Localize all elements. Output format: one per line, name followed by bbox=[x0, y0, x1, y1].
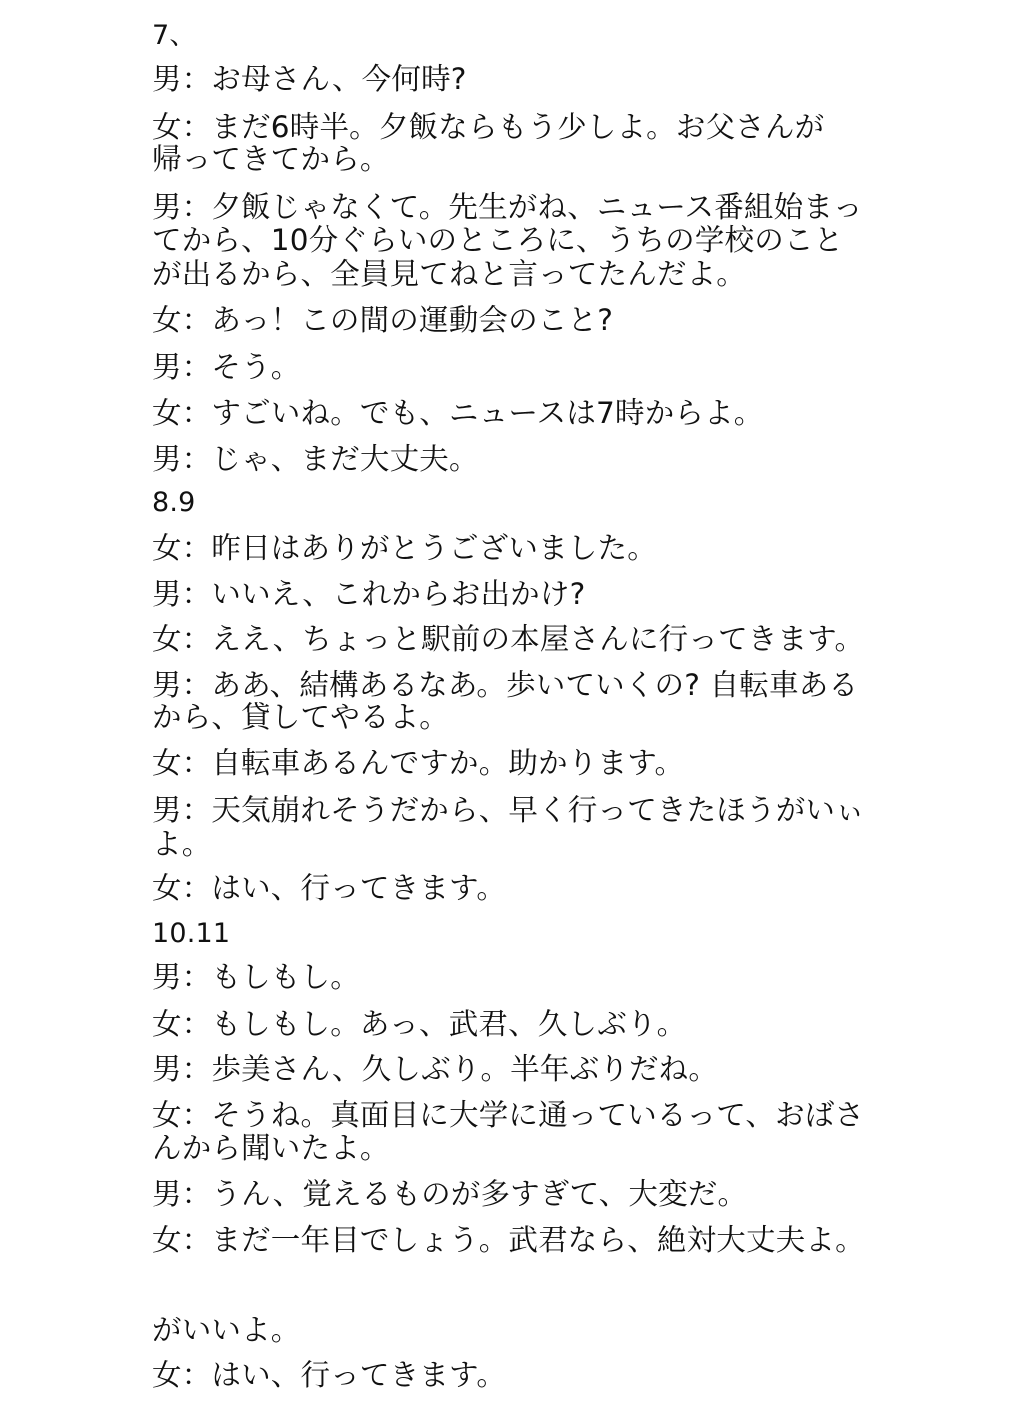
dialogue-line: 女：あっ！この間の運動会のこと? bbox=[152, 303, 614, 337]
dialogue-line: 男：じゃ、まだ大丈夫。 bbox=[152, 442, 479, 476]
dialogue-line: 男：ああ、結構あるなあ。歩いていくの? 自転車ある bbox=[152, 668, 859, 702]
dialogue-line-fragment: がいいよ。 bbox=[152, 1313, 301, 1347]
dialogue-line: 女：そうね。真面目に大学に通っているって、おばさ bbox=[152, 1098, 865, 1132]
dialogue-line: 男：そう。 bbox=[152, 350, 301, 384]
dialogue-line: 女：まだ一年目でしょう。武君なら、絶対大丈夫よ。 bbox=[152, 1223, 865, 1257]
section-header-8-9: 8.9 bbox=[152, 487, 196, 518]
dialogue-line-continuation: よ。 bbox=[152, 827, 212, 861]
dialogue-line-continuation: てから、10分ぐらいのところに、うちの学校のこと bbox=[152, 223, 844, 257]
dialogue-line: 男：うん、覚えるものが多すぎて、大変だ。 bbox=[152, 1177, 748, 1211]
dialogue-line: 女：もしもし。あっ、武君、久しぶり。 bbox=[152, 1007, 687, 1041]
dialogue-line: 男：歩美さん、久しぶり。半年ぶりだね。 bbox=[152, 1052, 719, 1086]
dialogue-line: 女：自転車あるんですか。助かります。 bbox=[152, 746, 685, 780]
section-header-7: 7、 bbox=[152, 20, 197, 51]
dialogue-line: 男：もしもし。 bbox=[152, 960, 360, 994]
dialogue-line-continuation: から、貸してやるよ。 bbox=[152, 700, 450, 734]
dialogue-line: 女：ええ、ちょっと駅前の本屋さんに行ってきます。 bbox=[152, 622, 865, 656]
dialogue-line: 女：まだ6時半。夕飯ならもう少しよ。お父さんが bbox=[152, 110, 825, 144]
dialogue-line: 男：いいえ、これからお出かけ? bbox=[152, 577, 586, 611]
dialogue-line: 女：はい、行ってきます。 bbox=[152, 871, 507, 905]
dialogue-line-continuation: が出るから、全員見てねと言ってたんだよ。 bbox=[152, 257, 747, 291]
dialogue-line: 女：はい、行ってきます。 bbox=[152, 1358, 507, 1392]
dialogue-line: 女：すごいね。でも、ニュースは7時からよ。 bbox=[152, 396, 764, 430]
dialogue-line: 女：昨日はありがとうございました。 bbox=[152, 531, 657, 565]
dialogue-line: 男：天気崩れそうだから、早く行ってきたほうがいぃ bbox=[152, 793, 865, 827]
dialogue-line-continuation: んから聞いたよ。 bbox=[152, 1131, 390, 1165]
dialogue-line: 男：夕飯じゃなくて。先生がね、ニュース番組始まっ bbox=[152, 190, 863, 224]
dialogue-line: 男：お母さん、今何時? bbox=[152, 62, 467, 96]
section-header-10-11: 10.11 bbox=[152, 918, 231, 949]
dialogue-line-continuation: 帰ってきてから。 bbox=[152, 142, 390, 176]
